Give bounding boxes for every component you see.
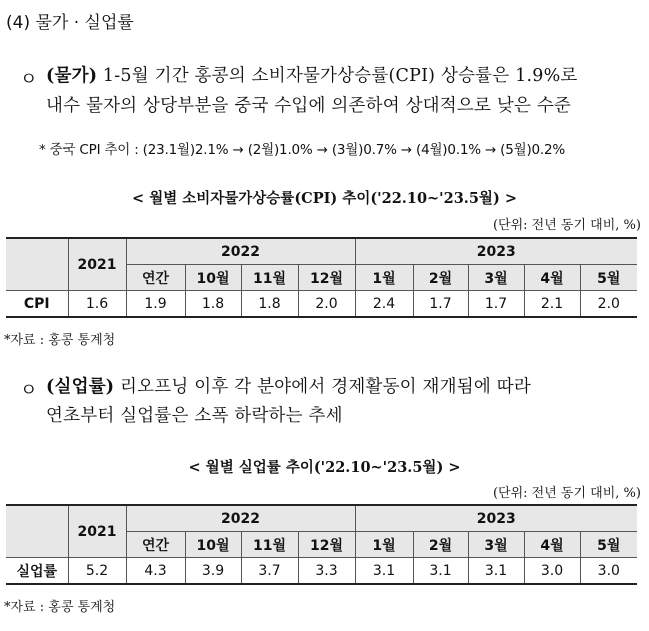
section-title: (4) 물가 · 실업률 [6,13,134,33]
month-header: 10월 [185,532,241,558]
cpi-paragraph-line2: 내수 물자의 상당부분을 중국 수입에 의존하여 상대적으로 낮은 수준 [46,96,572,116]
month-header: 4월 [524,265,580,291]
month-header: 11월 [241,265,298,291]
year-2022-header: 2022 [126,505,355,532]
month-header: 연간 [126,532,185,558]
table-cell: 5.2 [68,558,126,585]
year-2023-header: 2023 [355,238,637,265]
cpi-table-unit: (단위: 전년 동기 대비, %) [492,218,641,233]
table-cell: 4.3 [126,558,185,585]
unemp-line1-text: 리오프닝 이후 각 분야에서 경제활동이 재개됨에 따라 [114,377,531,397]
month-header: 5월 [580,265,637,291]
table-cell: 2.1 [524,291,580,318]
cpi-line1-text: 1-5월 기간 홍콩의 소비자물가상승률(CPI) 상승률은 1.9%로 [97,66,578,86]
unemp-paragraph-line1 [46,373,531,398]
month-header: 11월 [241,532,298,558]
row-label: 실업률 [6,558,68,585]
year-2021-header: 2021 [68,238,126,291]
table-cell: 3.1 [355,558,413,585]
table-cell: 3.7 [241,558,298,585]
month-header: 2월 [413,265,468,291]
cpi-lead: (물가) [46,66,98,86]
month-header: 연간 [126,265,185,291]
bullet-circle: ㅇ [20,380,38,401]
unemp-table [6,504,637,585]
table-cell: 3.1 [468,558,524,585]
corner-cell [6,505,68,558]
table-cell: 2.0 [580,291,637,318]
cpi-value-row [6,291,637,318]
month-header: 1월 [355,532,413,558]
month-header: 1월 [355,265,413,291]
unemp-paragraph-line2: 연초부터 실업률은 소폭 하락하는 추세 [46,406,343,426]
cpi-paragraph-line1 [46,62,578,87]
table-cell: 3.9 [185,558,241,585]
table-cell: 1.9 [126,291,185,318]
unemp-lead: (실업률) [46,377,115,397]
row-label: CPI [6,291,68,318]
cpi-table-caption: < 월별 소비자물가상승률(CPI) 추이('22.10~'23.5월) > [132,190,517,207]
bullet-circle: ㅇ [20,69,38,90]
month-header: 2월 [413,532,468,558]
unemp-value-row [6,558,637,585]
cpi-table-source: *자료 : 홍콩 통계청 [4,333,116,348]
unemp-table-source: *자료 : 홍콩 통계청 [4,600,116,615]
year-2022-header: 2022 [126,238,355,265]
table-cell: 2.4 [355,291,413,318]
table-cell: 3.0 [580,558,637,585]
unemp-table-unit: (단위: 전년 동기 대비, %) [492,486,641,501]
unemp-table-caption: < 월별 실업률 추이('22.10~'23.5월) > [188,459,461,476]
month-header: 3월 [468,265,524,291]
month-header: 10월 [185,265,241,291]
cpi-year-row [6,238,637,265]
table-cell: 2.0 [298,291,355,318]
table-cell: 3.0 [524,558,580,585]
month-header: 5월 [580,532,637,558]
table-cell: 1.8 [185,291,241,318]
month-header: 4월 [524,532,580,558]
cpi-table [6,237,637,318]
china-cpi-note: * 중국 CPI 추이 : (23.1월)2.1% → (2월)1.0% → (3월)0.7% → (4월)0.1% → (5월)0.2% [39,142,566,158]
table-cell: 3.1 [413,558,468,585]
year-2023-header: 2023 [355,505,637,532]
table-cell: 3.3 [298,558,355,585]
table-cell: 1.6 [68,291,126,318]
unemp-year-row [6,505,637,532]
year-2021-header: 2021 [68,505,126,558]
month-header: 3월 [468,532,524,558]
corner-cell [6,238,68,291]
table-cell: 1.8 [241,291,298,318]
month-header: 12월 [298,265,355,291]
table-cell: 1.7 [413,291,468,318]
month-header: 12월 [298,532,355,558]
table-cell: 1.7 [468,291,524,318]
